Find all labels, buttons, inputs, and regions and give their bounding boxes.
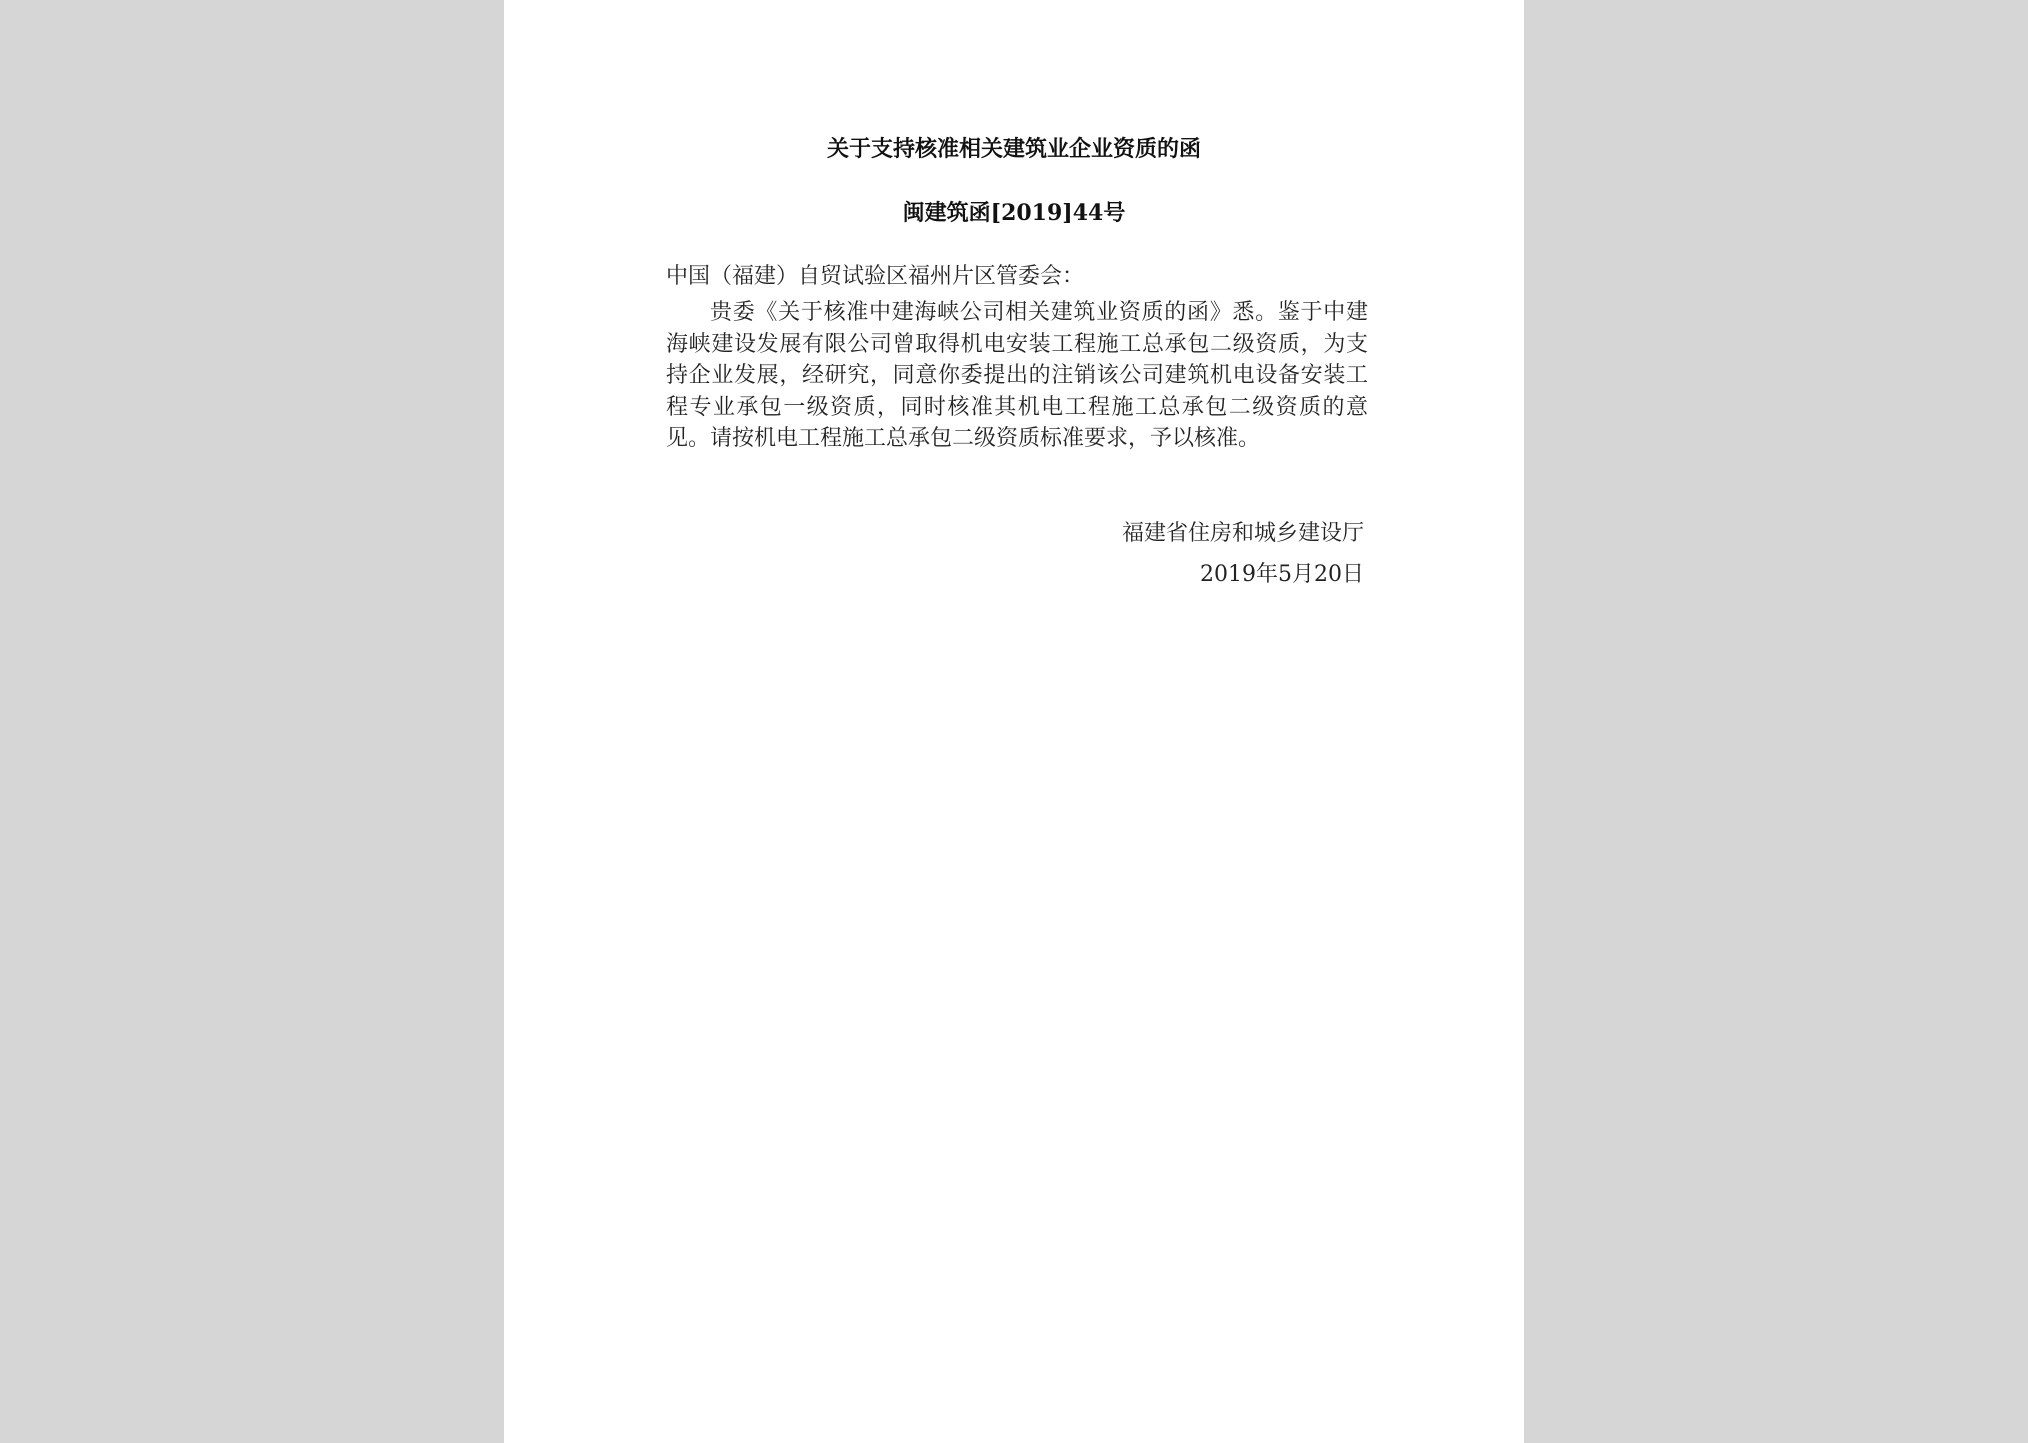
document-page xyxy=(504,0,1524,1443)
issue-date: 2019年5月20日 xyxy=(1200,562,1364,587)
document-number: 闽建筑函[2019]44号 xyxy=(902,200,1126,226)
body-paragraph: 贵委《关于核准中建海峡公司相关建筑业资质的函》悉。鉴于中建海峡建设发展有限公司曾取得机电安装工程施工总承包二级资质，为支持企业发展，经研究，同意你委提出的注销该公司建筑机电设备安装工程专业承包一级资质，同时核准其机电工程施工总承包二级资质的意见。请按机电工程施工总承包二级资质标准要求，予以核准。 xyxy=(666,300,1368,451)
recipient-line: 中国（福建）自贸试验区福州片区管委会： xyxy=(666,264,1085,289)
document-title: 关于支持核准相关建筑业企业资质的函 xyxy=(826,136,1201,162)
signer: 福建省住房和城乡建设厅 xyxy=(1121,521,1364,546)
